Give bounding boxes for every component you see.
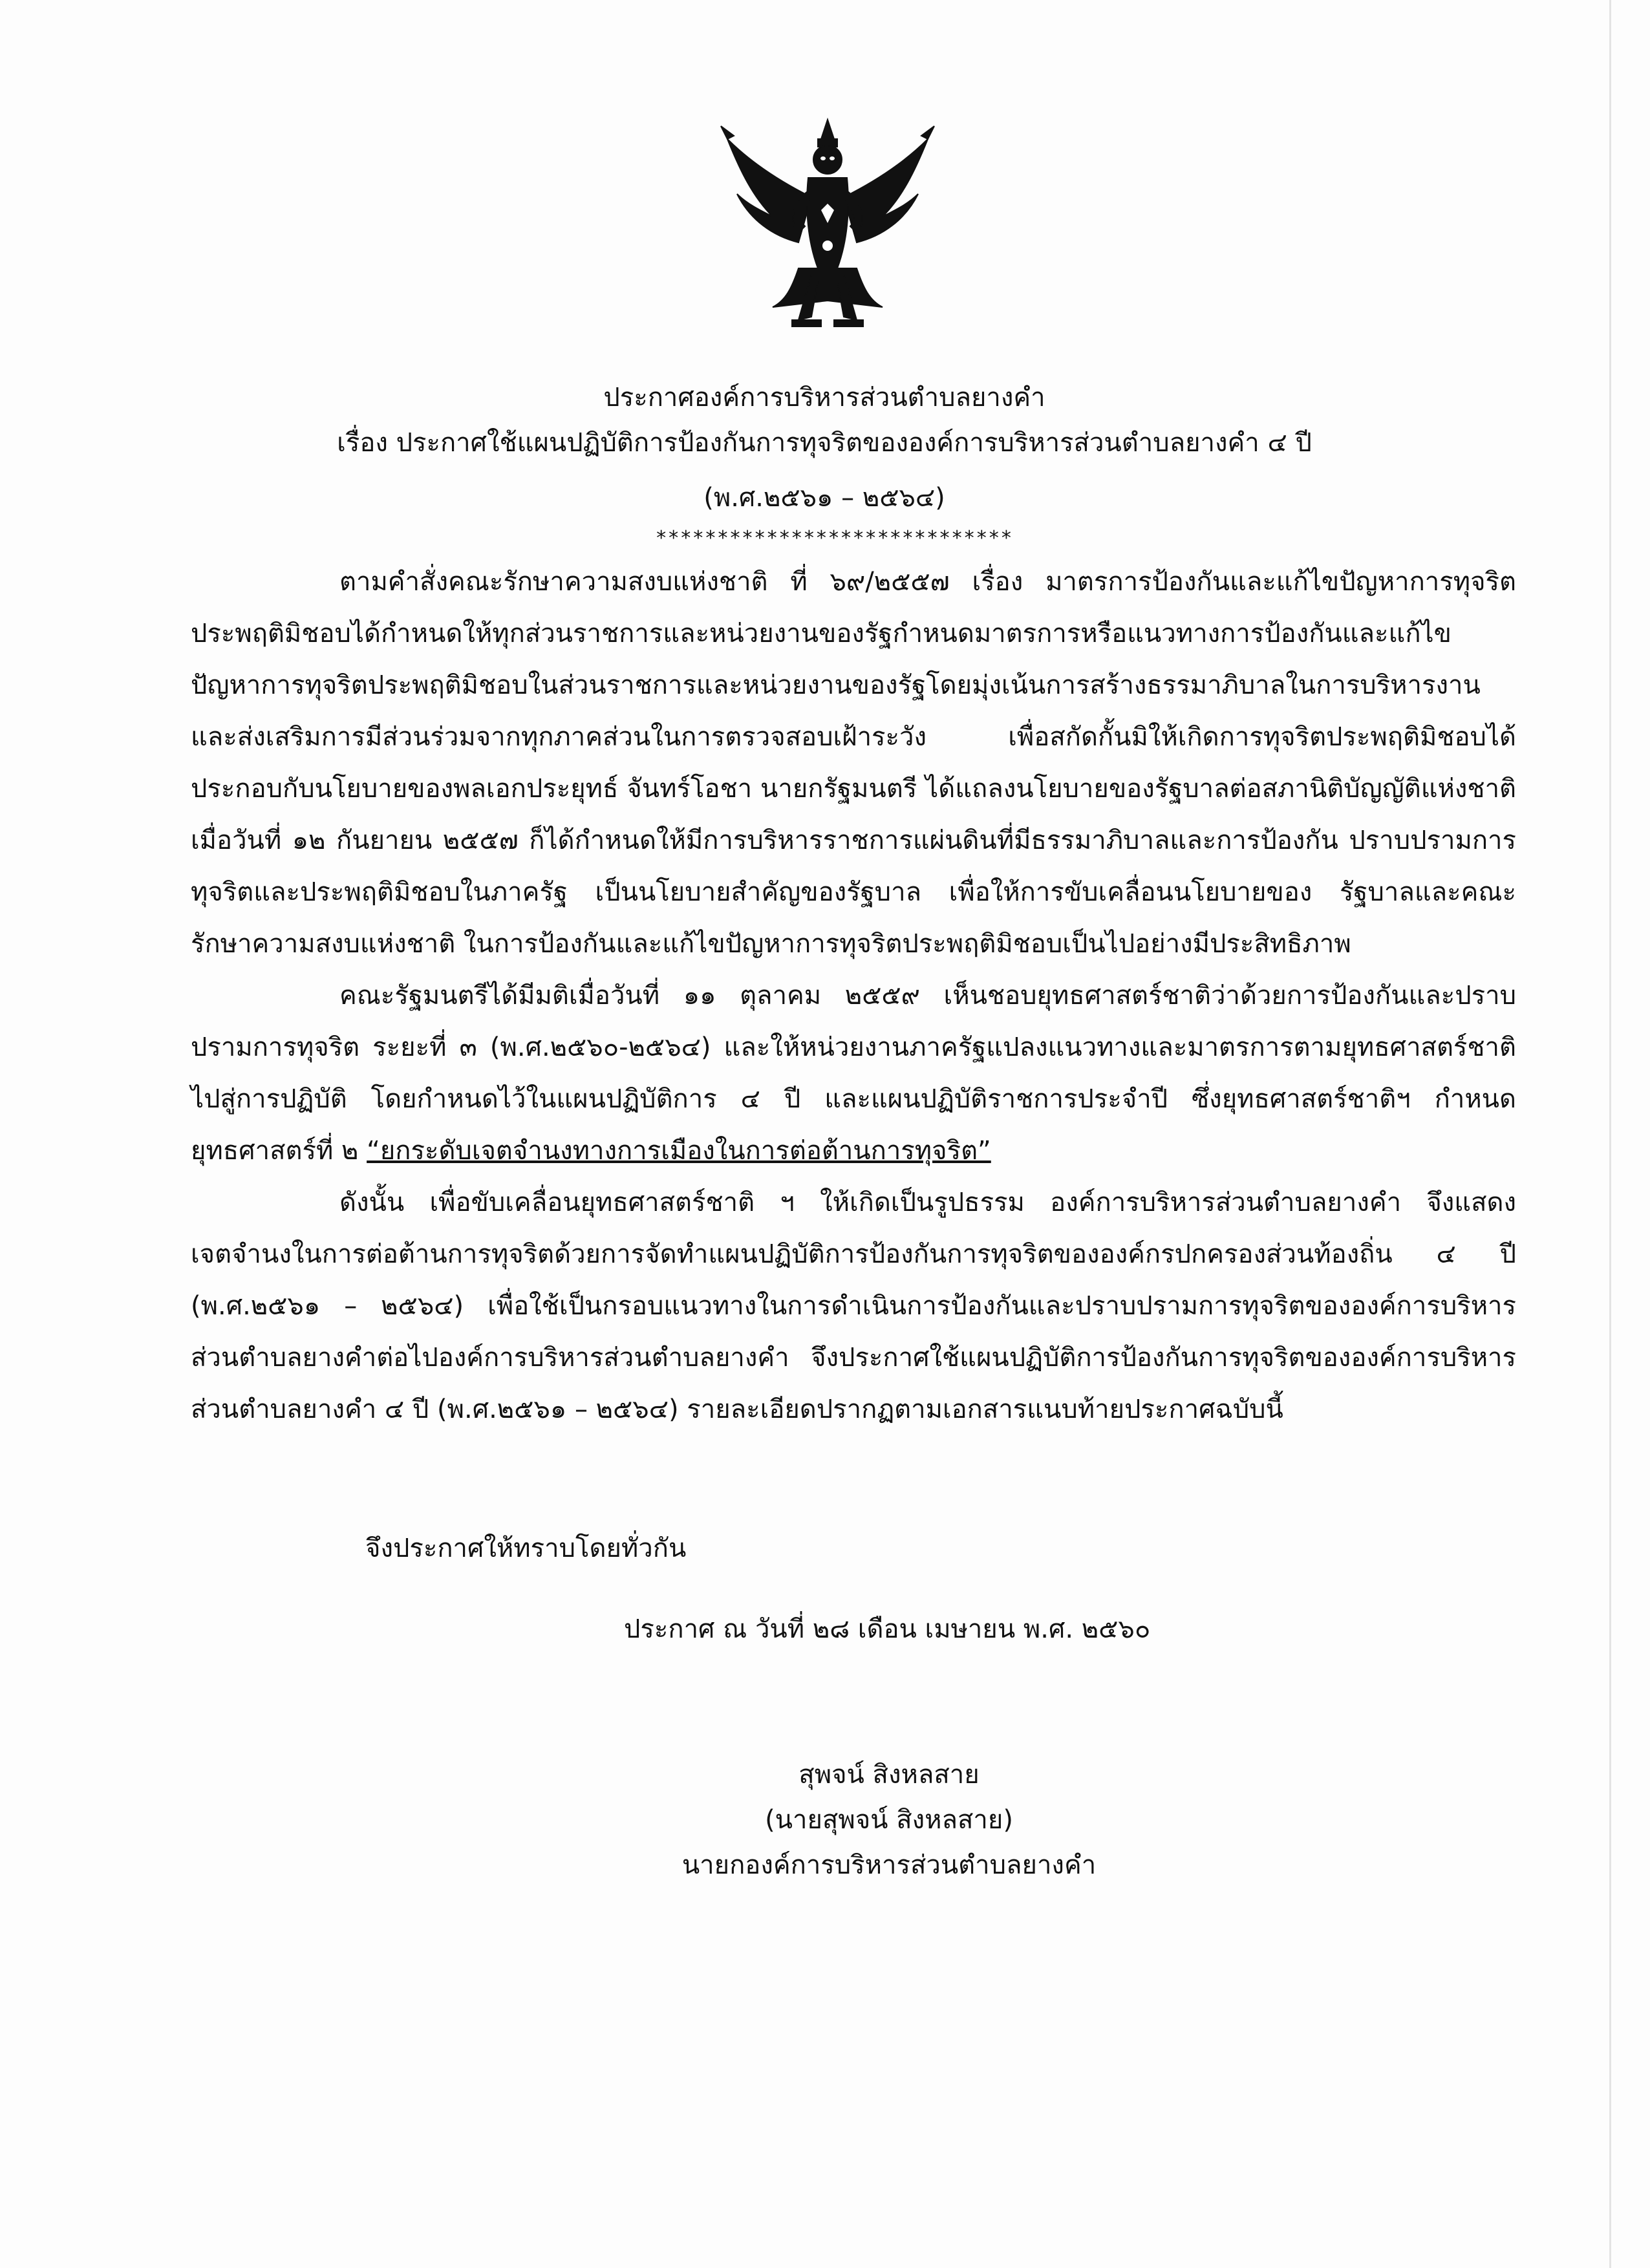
paragraph-2-text: คณะรัฐมนตรีได้มีมติเมื่อวันที่ ๑๑ ตุลาคม ๒๕๕๙ เห็นชอบยุทธศาสตร์ชาติว่าด้วยการป้องกันและปราบปรามการทุจริต ระยะที่ ๓ (พ.ศ.๒๕๖๐-๒๕๖๔) และให้หน่วยงานภาครัฐแปลงแนวทางและมาตรการตามยุทธศาสตร์ชาติไปสู่การปฏิบัติ โดยกำหนดไว้ในแผนปฏิบัติการ ๔ ปี และแผนปฏิบัติราชการประจำปี ซึ่งยุทธศาสตร์ชาติฯ กำหนดยุทธศาสตร์ที่ ๒ [191,981,1516,1166]
announcement-issuer: ประกาศองค์การบริหารส่วนตำบลยางคำ [603,383,1045,412]
announcement-period: (พ.ศ.๒๕๖๑ – ๒๕๖๔) [703,483,945,513]
paragraph-3: ดังนั้น เพื่อขับเคลื่อนยุทธศาสตร์ชาติ ฯ ให้เกิดเป็นรูปธรรม องค์การบริหารส่วนตำบลยางคำ จึงแสดงเจตจำนงในการต่อต้านการทุจริตด้วยการจัดทำแผนปฏิบัติการป้องกันการทุจริตขององค์กรปกครองส่วนท้องถิ่น ๔ ปี (พ.ศ.๒๕๖๑ – ๒๕๖๔) เพื่อใช้เป็นกรอบแนวทางในการดำเนินการป้องกันและปราบปรามการทุจริตขององค์การบริหารส่วนตำบลยางคำต่อไปองค์การบริหารส่วนตำบลยางคำ จึงประกาศใช้แผนปฏิบัติการป้องกันการทุจริตขององค์การบริหารส่วนตำบลยางคำ ๔ ปี (พ.ศ.๒๕๖๑ – ๒๕๖๔) รายละเอียดปรากฏตามเอกสารแนบท้ายประกาศฉบับนี้ [191,1188,1516,1424]
strategy-emphasis: “ยกระดับเจตจำนงทางการเมืองในการต่อต้านการทุจริต” [367,1136,991,1166]
paragraph-1: ตามคำสั่งคณะรักษาความสงบแห่งชาติ ที่ ๖๙/๒๕๕๗ เรื่อง มาตรการป้องกันและแก้ไขปัญหาการทุจริตประพฤติมิชอบได้กำหนดให้ทุกส่วนราชการและหน่วยงานของรัฐกำหนดมาตรการหรือแนวทางการป้องกันและแก้ไขปัญหาการทุจริตประพฤติมิชอบในส่วนราชการและหน่วยงานของรัฐโดยมุ่งเน้นการสร้างธรรมาภิบาลในการบริหารงาน และส่งเสริมการมีส่วนร่วมจากทุกภาคส่วนในการตรวจสอบเฝ้าระวัง เพื่อสกัดกั้นมิให้เกิดการทุจริตประพฤติมิชอบได้ ประกอบกับนโยบายของพลเอกประยุทธ์ จันทร์โอชา นายกรัฐมนตรี ได้แถลงนโยบายของรัฐบาลต่อสภานิติบัญญัติแห่งชาติ เมื่อวันที่ ๑๒ กันยายน ๒๕๕๗ ก็ได้กำหนดให้มีการบริหารราชการแผ่นดินที่มีธรรมาภิบาลและการป้องกัน ปราบปรามการทุจริตและประพฤติมิชอบในภาครัฐ เป็นนโยบายสำคัญของรัฐบาล เพื่อให้การขับเคลื่อนนโยบายของ รัฐบาลและคณะรักษาความสงบแห่งชาติ ในการป้องกันและแก้ไขปัญหาการทุจริตประพฤติมิชอบเป็นไปอย่างมีประสิทธิภาพ [191,567,1516,959]
signature: สุพจน์ สิงหลสาย [798,1760,980,1790]
signatory-full-name: (นายสุพจน์ สิงหลสาย) [765,1805,1013,1835]
paragraph-2 [191,970,1516,1177]
closing-statement: จึงประกาศให้ทราบโดยทั่วกัน [365,1534,687,1563]
signatory-position: นายกองค์การบริหารส่วนตำบลยางคำ [681,1850,1097,1880]
garuda-emblem-icon [714,113,941,333]
announcement-subject: เรื่อง ประกาศใช้แผนปฏิบัติการป้องกันการทุจริตขององค์การบริหารส่วนตำบลยางคำ ๔ ปี [337,428,1312,458]
signature-block [630,1752,1148,1888]
scan-edge-line [1609,0,1611,2268]
separator-line: ***************************** [655,527,1013,550]
announcement-date: ประกาศ ณ วันที่ ๒๘ เดือน เมษายน พ.ศ. ๒๕๖๐ [624,1614,1151,1644]
announcement-body [191,556,1516,1435]
